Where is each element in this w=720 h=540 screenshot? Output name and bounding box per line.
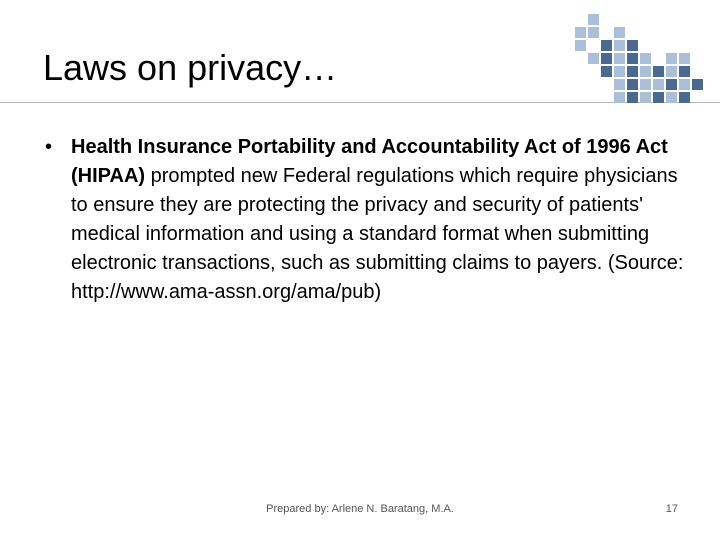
bullet-body-text: prompted new Federal regulations which require physicians to ensure they are protecting the privacy and security of patients' medical information and using a standard format when submitting electronic transactions, such as submitting claims to payers. (Source: http://www.ama-assn.org/ama/pub) [71, 165, 684, 303]
logo-square [640, 92, 651, 103]
logo-square [601, 66, 612, 77]
logo-square [614, 40, 625, 51]
logo-square [614, 27, 625, 38]
logo-square [679, 66, 690, 77]
logo-square [588, 27, 599, 38]
logo-square [588, 53, 599, 64]
logo-square [692, 79, 703, 90]
logo-square [679, 92, 690, 103]
bullet-item [45, 133, 695, 307]
footer-credit: Prepared by: Arlene N. Baratang, M.A. [266, 503, 454, 515]
logo-square [627, 66, 638, 77]
bullet-dot-icon: • [45, 136, 53, 158]
slide-title: Laws on privacy… [43, 47, 338, 88]
page-number: 17 [665, 503, 678, 515]
logo-square [640, 66, 651, 77]
logo-square [666, 92, 677, 103]
bullet-text [71, 133, 695, 307]
decorative-grid-logo [575, 14, 710, 104]
logo-square [601, 53, 612, 64]
logo-square [614, 53, 625, 64]
logo-square [666, 79, 677, 90]
logo-square [679, 53, 690, 64]
logo-square [666, 66, 677, 77]
logo-square [614, 92, 625, 103]
logo-square [653, 79, 664, 90]
logo-square [627, 79, 638, 90]
logo-square [627, 53, 638, 64]
logo-square [588, 14, 599, 25]
logo-square [575, 40, 586, 51]
logo-square [575, 27, 586, 38]
logo-square [653, 66, 664, 77]
bullet-bold-text: Health Insurance Portability and Accountability Act of 1996 Act (HIPAA) [71, 136, 668, 187]
logo-square [601, 40, 612, 51]
logo-square [679, 79, 690, 90]
logo-square [614, 66, 625, 77]
logo-square [614, 79, 625, 90]
logo-square [627, 40, 638, 51]
logo-square [627, 92, 638, 103]
logo-square [640, 79, 651, 90]
logo-square [653, 92, 664, 103]
logo-square [666, 53, 677, 64]
logo-square [640, 53, 651, 64]
